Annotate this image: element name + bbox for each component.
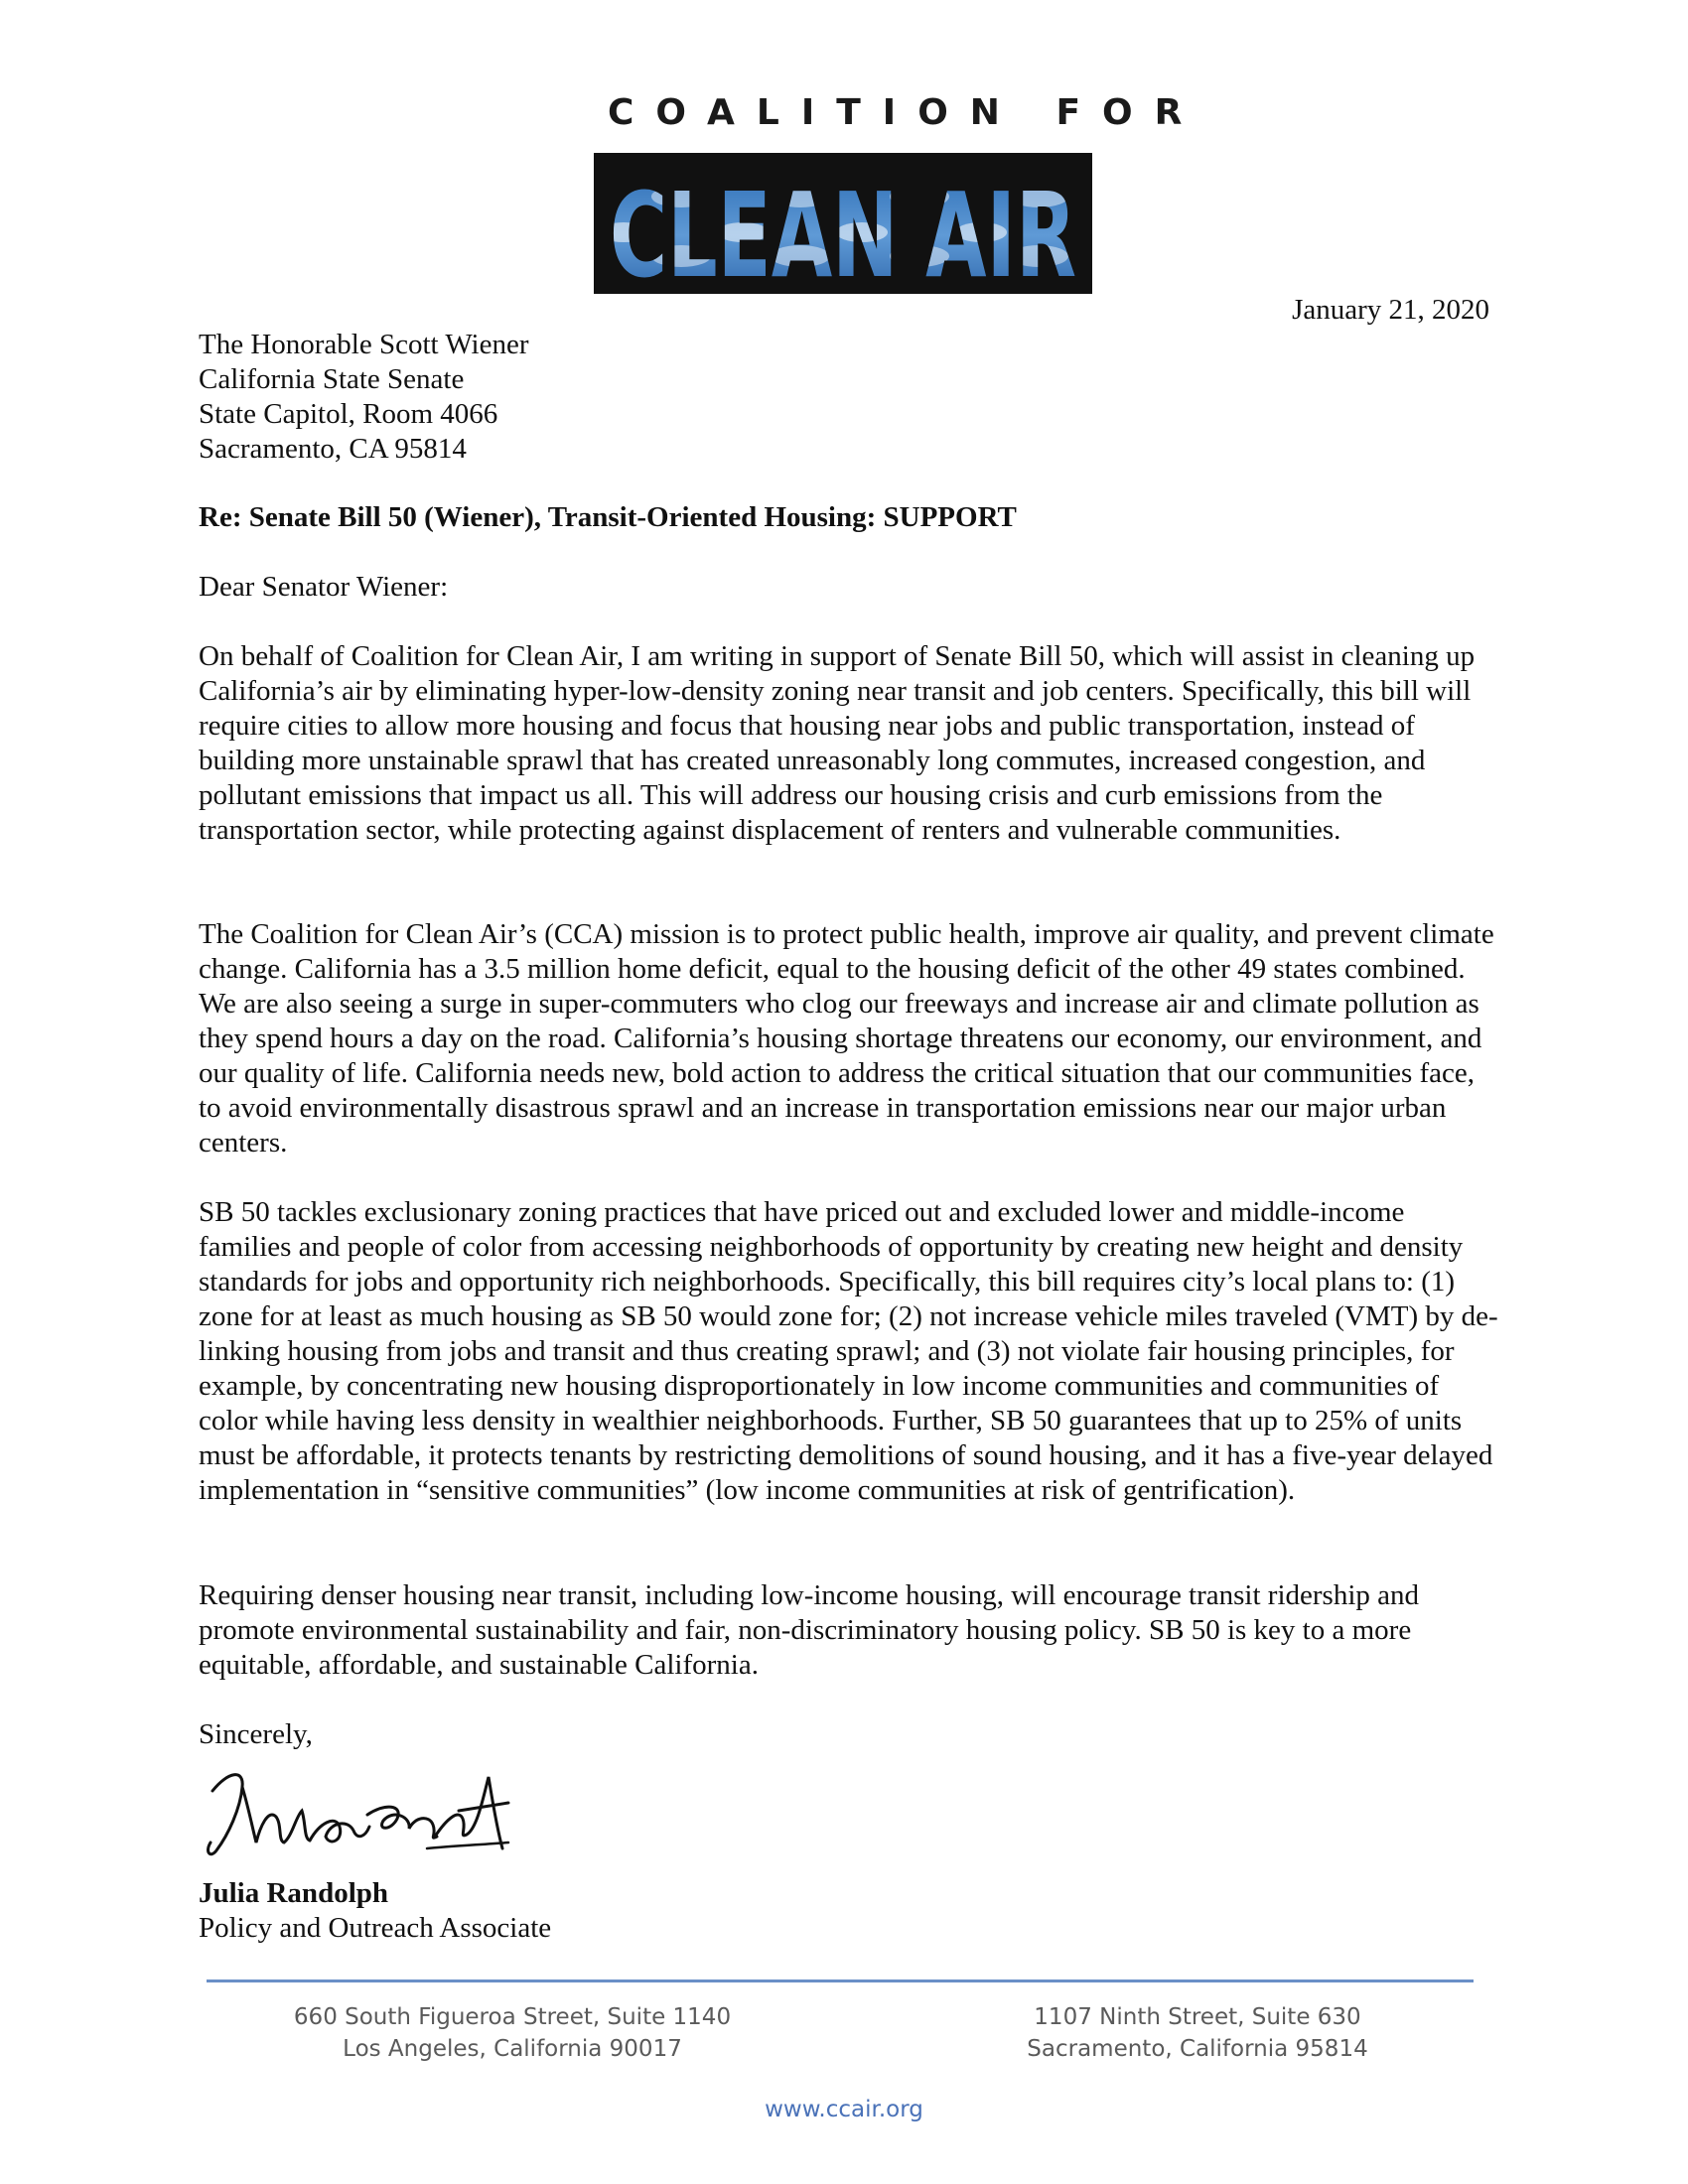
signer-title: Policy and Outreach Associate	[199, 1912, 552, 1944]
footer-address-sacramento	[999, 2001, 1396, 2065]
handwritten-signature	[199, 1757, 516, 1866]
closing: Sincerely,	[199, 1718, 313, 1750]
footer-left-city: Los Angeles, California 90017	[343, 2036, 682, 2062]
body-paragraph-1: On behalf of Coalition for Clean Air, I am writing in support of Senate Bill 50, which will assist in cleaning up California’s air by eliminating hyper-low-density zoning near transit and job centers. Specifically, this bill will require cities to allow more housing and focus that housing near jobs and public transportation, instead of building more unstainable sprawl that has created unreasonably long commutes, increased congestion, and pollutant emissions that impact us all. This will address our housing crisis and curb emissions from the transportation sector, while protecting against displacement of renters and vulnerable communities.	[199, 640, 1476, 846]
recipient-address	[199, 328, 1499, 467]
logo-banner	[594, 153, 1092, 294]
footer-address-los-angeles	[284, 2001, 741, 2065]
organization-logo	[594, 91, 1204, 294]
subject-line: Re: Senate Bill 50 (Wiener), Transit-Oriented Housing: SUPPORT	[199, 501, 1017, 533]
footer-left-street: 660 South Figueroa Street, Suite 1140	[293, 2004, 732, 2030]
footer-right-street: 1107 Ninth Street, Suite 630	[1034, 2004, 1361, 2030]
recipient-street: State Capitol, Room 4066	[199, 398, 498, 430]
svg-text:CLEAN AIR: CLEAN AIR	[610, 167, 1076, 294]
body-paragraph-3: SB 50 tackles exclusionary zoning practices that have priced out and excluded lower and middle-income families and people of color from accessing neighborhoods of opportunity by creating new height and density standards for jobs and opportunity rich neighborhoods. Specifically, this bill requires city’s local plans to: (1) zone for at least as much housing as SB 50 would zone for; (2) not increase vehicle miles traveled (VMT) by de-linking housing from jobs and transit and thus creating sprawl; and (3) not violate fair housing principles, for example, by concentrating new housing disproportionately in low income communities and communities of color while having less density in wealthier neighborhoods. Further, SB 50 guarantees that up to 25% of units must be affordable, it protects tenants by restricting demolitions of sound housing, and it has a five-year delayed implementation in “sensitive communities” (low income communities at risk of gentrification).	[199, 1196, 1498, 1506]
salutation: Dear Senator Wiener:	[199, 571, 449, 603]
recipient-name: The Honorable Scott Wiener	[199, 329, 529, 360]
signer-name: Julia Randolph	[199, 1877, 389, 1909]
letter-date: January 21, 2020	[1292, 294, 1489, 326]
recipient-organization: California State Senate	[199, 363, 465, 395]
logo-banner-art	[594, 153, 1092, 294]
footer-right-city: Sacramento, California 95814	[1027, 2036, 1368, 2062]
signature-drawing	[199, 1757, 516, 1866]
logo-top-text: COALITION FOR	[608, 92, 1204, 133]
logo-cloud-overlay: CLEAN AIR	[610, 167, 1076, 294]
body-paragraph-4: Requiring denser housing near transit, including low-income housing, will encourage transit ridership and promote environmental sustainability and fair, non-discriminatory housing policy. SB 50 is key to a more equitable, affordable, and sustainable California.	[199, 1579, 1420, 1681]
recipient-city: Sacramento, CA 95814	[199, 433, 467, 465]
footer-website-link[interactable]: www.ccair.org	[765, 2097, 923, 2122]
footer-divider	[207, 1979, 1474, 1982]
logo-main-letters	[610, 167, 1076, 294]
body-paragraph-2: The Coalition for Clean Air’s (CCA) mission is to protect public health, improve air quality, and prevent climate change. California has a 3.5 million home deficit, equal to the housing deficit of the other 49 states combined. We are also seeing a surge in super-commuters who clog our freeways and increase air and climate pollution as they spend hours a day on the road. California’s housing shortage threatens our economy, our environment, and our quality of life. California needs new, bold action to address the critical situation that our communities face, to avoid environmentally disastrous sprawl and an increase in transportation emissions near our major urban centers.	[199, 918, 1494, 1159]
